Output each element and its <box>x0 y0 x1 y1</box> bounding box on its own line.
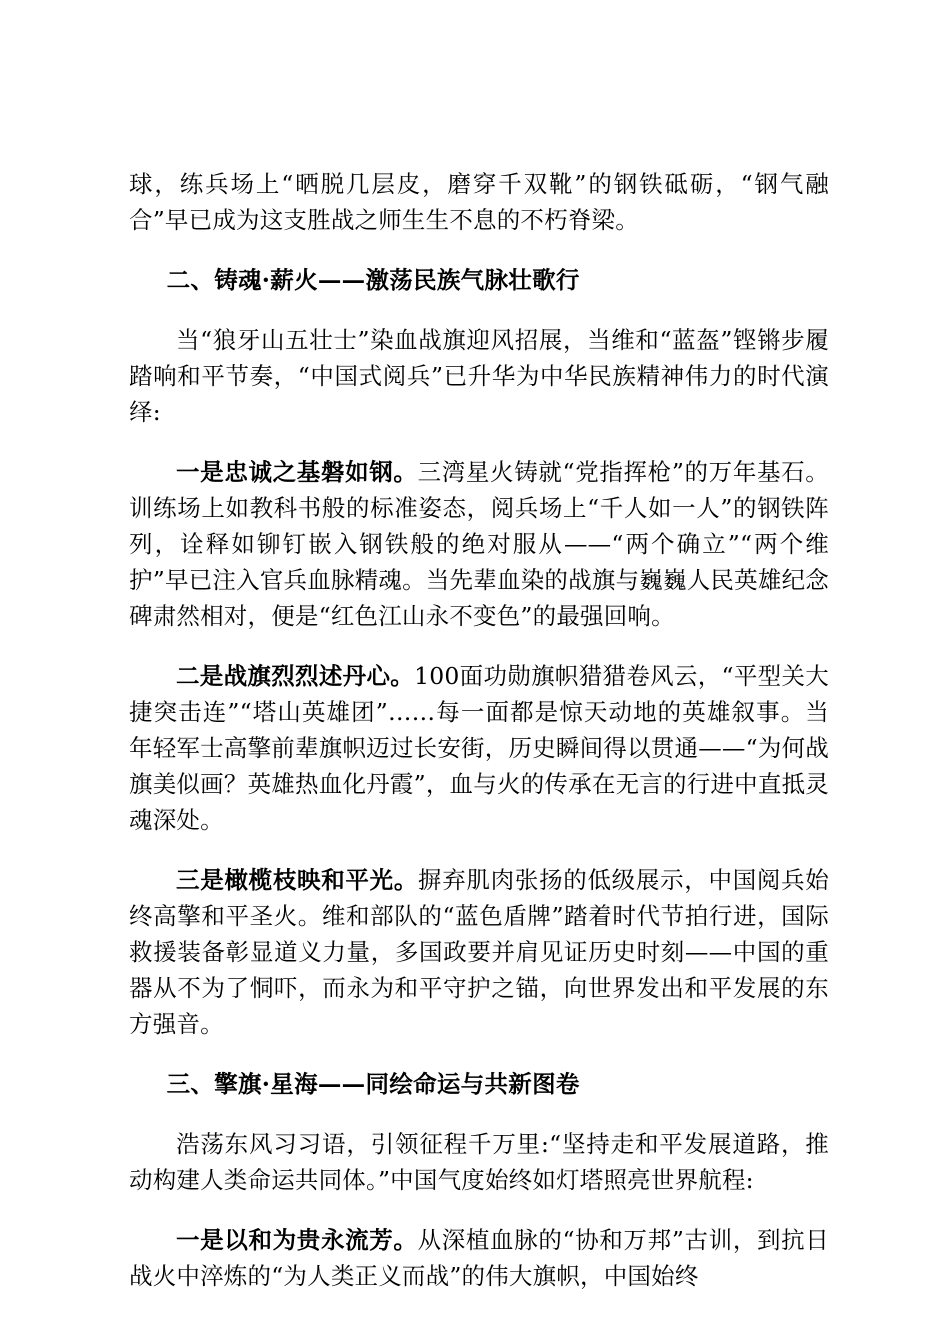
document-body <box>129 166 829 1318</box>
paragraph-body: 从深植血脉的“协和万邦”古训，到抗日战火中淬炼的“为人类正义而战”的伟大旗帜，中国始终 <box>129 1226 829 1290</box>
paragraph-lead: 三是橄榄枝映和平光。 <box>176 866 419 894</box>
paragraph-battle-flags <box>129 658 829 838</box>
paragraph-harmony <box>129 1222 829 1294</box>
paragraph-continuation: 球，练兵场上“晒脱几层皮，磨穿千双靴”的钢铁砥砺，“钢气融合”早已成为这支胜战之师生生不息的不朽脊梁。 <box>129 170 829 234</box>
paragraph-olive-branch <box>129 862 829 1042</box>
section-heading-two: 二、铸魂·薪火——激荡民族气脉壮歌行 <box>166 266 580 294</box>
paragraph-lead: 二是战旗烈烈述丹心。 <box>176 662 415 690</box>
section-heading-three: 三、擎旗·星海——同绘命运与共新图卷 <box>166 1070 580 1098</box>
paragraph-lead: 一是忠诚之基磐如钢。 <box>176 458 418 486</box>
paragraph-body: 三湾星火铸就“党指挥枪”的万年基石。训练场上如教科书般的标准姿态，阅兵场上“千人如一人”的钢铁阵列，诠释如铆钉嵌入钢铁般的绝对服从——“两个确立”“两个维护”早已注入官兵血脉精魂。当先辈血染的战旗与巍巍人民英雄纪念碑肃然相对，便是“红色江山永不变色”的最强回响。 <box>129 458 829 630</box>
paragraph-intro-section-three: 浩荡东风习习语，引领征程千万里:“坚持走和平发展道路，推动构建人类命运共同体。”中国气度始终如灯塔照亮世界航程: <box>129 1130 829 1194</box>
paragraph-lead: 一是以和为贵永流芳。 <box>176 1226 418 1254</box>
paragraph-body: 摒弃肌肉张扬的低级展示，中国阅兵始终高擎和平圣火。维和部队的“蓝色盾牌”踏着时代节拍行进，国际救援装备彰显道义力量，多国政要并肩见证历史时刻——中国的重器从不为了恫吓，而永为和平守护之锚，向世界发出和平发展的东方强音。 <box>129 866 830 1038</box>
paragraph-intro-section-two: 当“狼牙山五壮士”染血战旗迎风招展，当维和“蓝盔”铿锵步履踏响和平节奏，“中国式阅兵”已升华为中华民族精神伟力的时代演绎: <box>129 326 829 426</box>
paragraph-loyalty <box>129 454 829 634</box>
paragraph-body: 100面功勋旗帜猎猎卷风云，“平型关大捷突击连”“塔山英雄团”……每一面都是惊天动地的英雄叙事。当年轻军士高擎前辈旗帜迈过长安街，历史瞬间得以贯通——“为何战旗美似画？英雄热血化丹霞”，血与火的传承在无言的行进中直抵灵魂深处。 <box>129 662 830 834</box>
